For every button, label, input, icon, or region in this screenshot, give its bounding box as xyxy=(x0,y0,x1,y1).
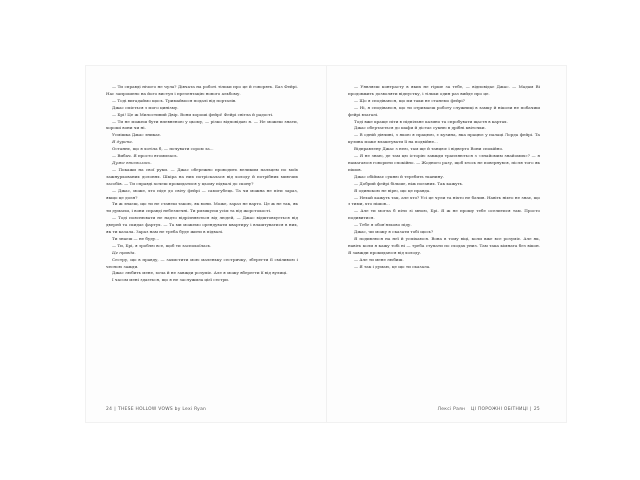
paragraph: Джас обіймає сукню й теребить тканину. xyxy=(354,173,445,179)
paragraph: — Вибач. Я просто втомилась. xyxy=(112,153,178,159)
right-page-folio: Лексі Раян ЦІ ПОРОЖНІ ОБІТНИЦІ | 25 xyxy=(437,407,540,413)
paragraph: — Але ти могла б піти зі мною, Брі. Я ж не прошу тебе оселитися там. Просто подивитися. xyxy=(348,208,540,221)
book-gutter xyxy=(326,66,327,422)
paragraph: — Ти, Брі, я зроблю все, щоб ти заспокоїлась. xyxy=(112,242,212,248)
paragraph: Я одинокою не вірю, що це правда. xyxy=(354,187,431,193)
paragraph: — Брі! Це ж Милостивий Двір. Вони хороші фейрі! Фейрі світла й радості. xyxy=(112,111,274,117)
paragraph: — Уявляєш контрасту в яких не гірше за тебе, — відповідає Джас. — Мадам Ві продовжить дозволяти відпустку, і тільки один раз вийде про це. xyxy=(348,84,540,96)
paragraph: Джас, чи можу я сказати тобі щось? xyxy=(354,229,434,235)
paragraph: Джас обертається до шафи й дістає сукню в дрібні квіточки. xyxy=(354,125,486,131)
page-number: 24 xyxy=(106,407,113,413)
paragraph: — В одній дівчині, з якою я працюю, є кузина, яка працює у палаці Лорда фейрі. Та кузина може влаштувати її на подвійне... xyxy=(348,132,540,145)
paragraph: — Але ти мене любиш. xyxy=(354,256,404,262)
book-spread xyxy=(86,66,566,422)
paragraph: Джас любить мене, хоча й не завжди розуміє. Але я можу вберегти її від вулиці. xyxy=(112,270,288,276)
left-page-folio: 24 | THESE HOLLOW VOWS by Lexi Ryan xyxy=(106,407,207,413)
left-page xyxy=(106,84,298,414)
paragraph: Тоді вже краще піти в підпільне казино та спробувати щастя в картах. xyxy=(354,118,508,124)
paragraph: — Ні, я сподіваюся, що ти отримаєш роботу служниці в замку й ніколи не побачиш фейрі взагалі. xyxy=(348,104,540,117)
paragraph: Ти ж знаєш, що ти не станеш такою, як вони. Може, зараз не варто. Це ж не так, як ти думаєш, і вони справді небезпечні. Ти ризикуєш усім та від жорстокості. xyxy=(106,201,298,214)
paragraph: — Джас, може, хто піде до світу фейрі — самогубець. Та чи можна не піти зараз, якщо це доля? xyxy=(106,187,298,200)
paragraph: — Нехай кажуть так, але хто? Усі це чули та ніхто не бачив. Навіть ніхто не знає, що з тими, хто пішов... xyxy=(348,194,540,207)
paragraph: Ти знаєш — не буду... xyxy=(112,235,160,241)
paragraph: Дуже втомилась. xyxy=(112,159,152,165)
paragraph: — Добрий фейрі більше, ніж поганих. Так кажуть. xyxy=(354,180,464,186)
paragraph: Сестру, що в правду, — захистити мою маленьку сестричку, зберегти її сміливою і чесною зажди. xyxy=(106,256,298,269)
paragraph: — Тоді вигадаймо щось. Тримаймося подалі від порталів. xyxy=(112,97,237,103)
paragraph: І часом мені здається, що я не заслужила цієї сестри. xyxy=(112,277,230,283)
paragraph: Джас сміється з мого цинізму. xyxy=(112,104,179,110)
paragraph: — Ти справді нічого не чула? Дівчата на роботі тільки про це й говорять. Баз Фейрі. Нас запрошено на його виступ і презентацію нового альбому. xyxy=(106,84,298,96)
paragraph: — Тоді пояснювати не надто відрізняються від людей, — Джас відштовхується від дверей та скидає фартух. — Та ми можемо орендувати квартиру і влаштуватися в них, як ти казала. Зараз нам не треба буде жити в підвалі. xyxy=(106,215,298,235)
paragraph: — Тебе я обов'язково піду. xyxy=(354,222,412,228)
paragraph: — Покажи на свої руки. — Джас обережно проводить великим пальцем по моїх зажнуркованих долонях. Шкіра на них потріскалася від холоду й потрібних миючих засобів. — Ти справді хочеш прокидатися у цьому підвалі до скону? xyxy=(106,166,298,186)
paragraph: Усмішка Джас зникає. xyxy=(112,132,162,138)
paragraph: — Ти не можеш бути впевненою у цьому, — різко відповідаю я. — Не можеш знати, хороші вони чи ні. xyxy=(106,118,298,131)
right-page xyxy=(348,84,540,414)
right-page-text xyxy=(348,84,540,270)
paragraph: Це правда. xyxy=(112,249,136,255)
paragraph: — Я так і думаю, це що ти сказала. xyxy=(354,263,431,269)
paragraph: — Я не знаю, де там цю історію завжди трапляються з «знайомим знайомих»? — я намагаюся говорити спокійно. — Жодного разу, щоб хтось не повернувся, після того як пішов. xyxy=(348,153,540,172)
paragraph: Останнє, що я хотіла б, — почувати сором за... xyxy=(112,146,214,152)
paragraph: Я подивлюся на неї й усміхаюся. Вона в тому віці, коли вже все розуміє. Але як, навіть коли я кажу тобі ні — треба ступати по сходах униз. Там така кімната без вікон. Я завжди прокидаюся від холоду. xyxy=(348,235,540,255)
left-page-text xyxy=(106,84,298,284)
page-number: 25 xyxy=(533,407,540,413)
running-head-author: Лексі Раян xyxy=(437,407,466,413)
running-head-title: ЦІ ПОРОЖНІ ОБІТНИЦІ xyxy=(470,407,529,413)
paragraph: — Що я сподіваюся, що ми таки не станемо фейрі? xyxy=(354,97,465,103)
running-head: THESE HOLLOW VOWS by Lexi Ryan xyxy=(117,407,207,413)
paragraph: Відправлену Джас з нею, там ще й танцює і відверто Вони спокійно. xyxy=(354,146,504,152)
paragraph: Я дурепа. xyxy=(112,139,133,145)
